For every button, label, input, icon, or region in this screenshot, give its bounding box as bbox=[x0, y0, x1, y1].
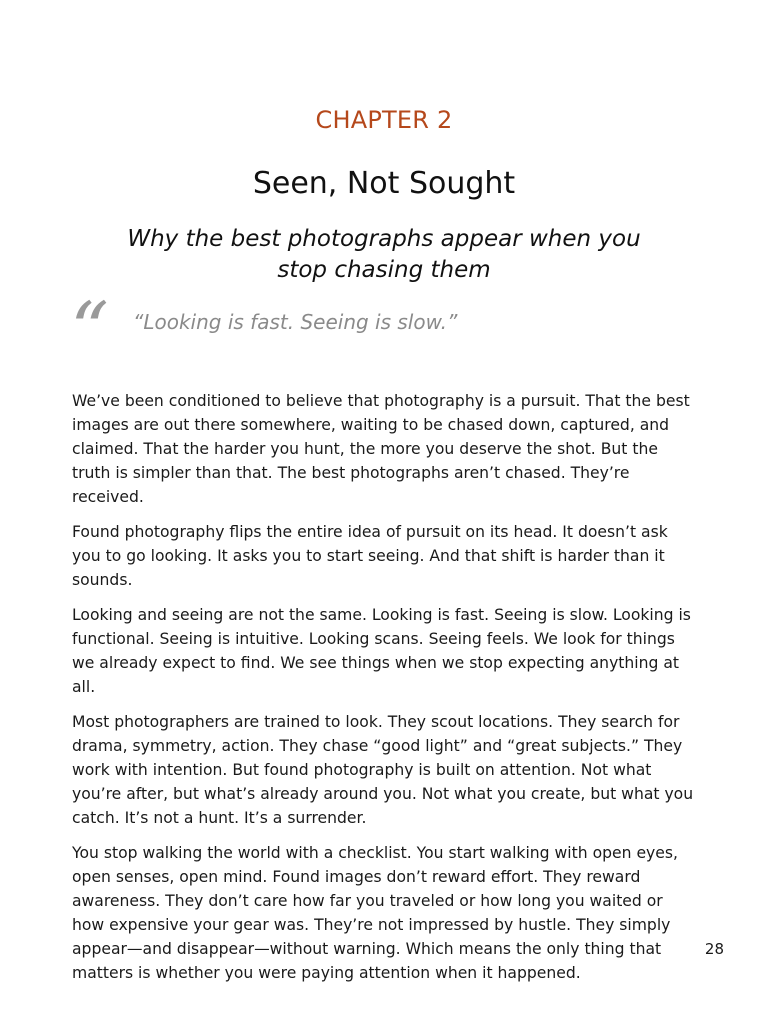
body-paragraph: You stop walking the world with a checklist. You start walking with open eyes, open senses, open mind. Found images don’t reward effort. They reward awareness. They don’t care how far you traveled or how long you waited or how expensive your gear was. They’re not impressed by hustle. They simply appear—and disappear—without warning. Which means the only thing that matters is whether you were paying attention when it happened. bbox=[72, 844, 678, 982]
chapter-label: CHAPTER 2 bbox=[315, 106, 453, 134]
pull-quote: “Looking is fast. Seeing is slow.” bbox=[133, 310, 458, 334]
chapter-subtitle: Why the best photographs appear when you stop chasing them bbox=[127, 226, 641, 283]
body-paragraph: Looking and seeing are not the same. Looking is fast. Seeing is slow. Looking is functional. Seeing is intuitive. Looking scans. Seeing feels. We look for things we already expect to find. We see things when we stop expecting anything at all. bbox=[72, 606, 691, 696]
body-paragraph: Most photographers are trained to look. They scout locations. They search for drama, symmetry, action. They chase “good light” and “great subjects.” They work with intention. But found photography is built on attention. Not what you’re after, but what’s already around you. Not what you create, but what you catch. It’s not a hunt. It’s a surrender. bbox=[72, 713, 694, 827]
page-number: 28 bbox=[704, 940, 724, 958]
body-paragraph: We’ve been conditioned to believe that photography is a pursuit. That the best images are out there somewhere, waiting to be chased down, captured, and claimed. That the harder you hunt, the more you deserve the shot. But the truth is simpler than that. The best photographs aren’t chased. They’re received. bbox=[72, 392, 690, 506]
body-text bbox=[72, 389, 698, 996]
chapter-title: Seen, Not Sought bbox=[252, 166, 516, 201]
quote-mark-icon: “ bbox=[70, 285, 109, 374]
body-paragraph: Found photography flips the entire idea of pursuit on its head. It doesn’t ask you to go looking. It asks you to start seeing. And that shift is harder than it sounds. bbox=[72, 523, 668, 589]
